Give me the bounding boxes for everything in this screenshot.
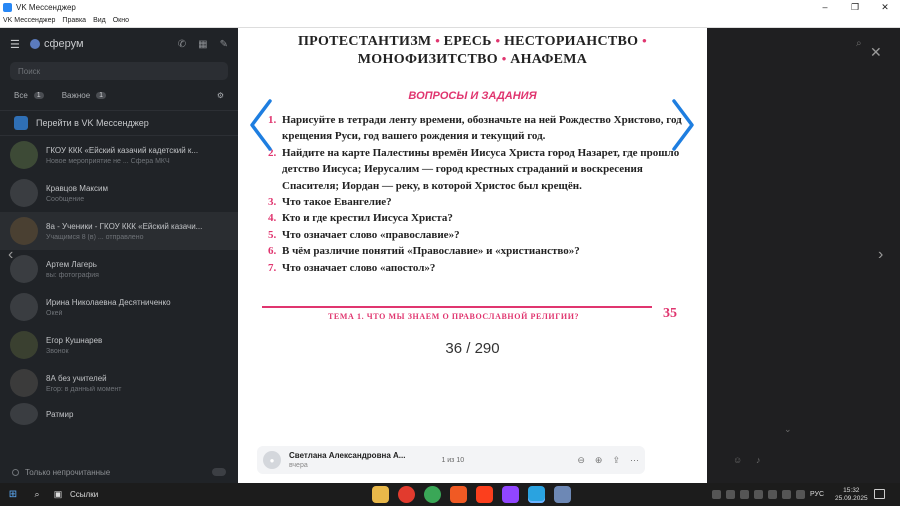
list-item: 5. Что означает слово «православие»? <box>268 228 460 241</box>
questions-list <box>268 112 688 276</box>
chat-preview: вы: фотография <box>46 271 99 279</box>
chat-name: 8А без учителей <box>46 373 107 383</box>
vk-icon <box>14 116 28 130</box>
more-icon[interactable]: ⋯ <box>630 454 639 465</box>
menu-item-app[interactable]: VK Мессенджер <box>3 17 56 24</box>
chat-name: ГКОУ ККК «Ейский казачий кадетский к... <box>46 145 199 155</box>
tray-network-icon[interactable] <box>754 490 763 499</box>
call-icon[interactable]: ✆ <box>177 38 187 50</box>
avatar <box>10 217 38 245</box>
clock-date: 25.09.2025 <box>835 494 868 502</box>
menu-item-edit[interactable]: Правка <box>62 17 87 24</box>
list-item: 4. Кто и где крестил Иисуса Христа? <box>268 212 453 225</box>
chat-preview: Новое мероприятие не ... Сфера МКЧ <box>46 157 170 165</box>
unread-only-toggle[interactable] <box>212 468 226 476</box>
tab-all[interactable]: Все <box>14 90 28 100</box>
vk-messenger-taskbar-icon[interactable] <box>528 486 545 503</box>
clock-time: 15:32 <box>843 486 860 494</box>
term: НЕСТОРИАНСТВО <box>503 34 639 49</box>
chat-area-dimmed <box>707 28 900 483</box>
list-item: 3. Что такое Евангелие? <box>268 196 392 209</box>
sender-name[interactable]: Светлана Александровна А... <box>289 451 406 460</box>
notifications-icon[interactable] <box>874 489 885 499</box>
prev-arrow-icon[interactable]: ‹ <box>8 246 14 263</box>
window-titlebar <box>0 0 900 14</box>
file-explorer-icon[interactable] <box>372 486 389 503</box>
avatar: ● <box>263 451 281 469</box>
twitch-icon[interactable] <box>502 486 519 503</box>
chat-name: Ирина Николаевна Десятниченко <box>46 297 171 307</box>
footer-rule <box>262 306 652 308</box>
language-indicator[interactable]: РУС <box>810 491 825 498</box>
compose-icon[interactable]: ✎ <box>219 38 228 50</box>
attachment-counter: 1 из 10 <box>441 456 465 464</box>
close-window-button[interactable]: ✕ <box>881 1 889 12</box>
next-arrow-icon[interactable]: › <box>878 246 884 263</box>
chat-item[interactable] <box>0 136 238 174</box>
prev-page-icon[interactable] <box>248 98 274 152</box>
start-icon[interactable]: ⊞ <box>8 489 18 500</box>
chat-item[interactable] <box>0 364 238 402</box>
menu-bar <box>0 14 900 28</box>
zoom-out-icon[interactable]: ⊖ <box>577 454 585 465</box>
share-icon[interactable]: ⇪ <box>612 454 620 465</box>
questions-title: ВОПРОСЫ И ЗАДАНИЯ <box>408 90 537 102</box>
unread-only-radio[interactable] <box>12 469 19 476</box>
tab-important-badge: 1 <box>96 92 106 99</box>
system-tray <box>712 483 868 506</box>
search-input[interactable]: Поиск <box>10 62 228 80</box>
close-viewer-icon[interactable]: ✕ <box>870 44 882 60</box>
chat-name: Кравцов Максим <box>46 183 108 193</box>
chat-preview: Егор: в данный момент <box>46 385 122 393</box>
chat-preview: Звонок <box>46 347 69 355</box>
scroll-down-icon[interactable]: ⌄ <box>784 424 792 434</box>
maximize-button[interactable]: ❐ <box>850 1 860 12</box>
brave-icon[interactable] <box>450 486 467 503</box>
chat-item[interactable] <box>0 212 238 250</box>
menu-item-window[interactable]: Окно <box>112 17 130 24</box>
menu-item-view[interactable]: Вид <box>93 17 106 24</box>
chat-sidebar <box>0 28 238 483</box>
hamburger-icon[interactable]: ☰ <box>10 38 20 51</box>
emoji-icon[interactable]: ☺ <box>733 455 743 465</box>
chat-name: Ратмир <box>46 409 74 419</box>
chrome-icon[interactable] <box>424 486 441 503</box>
search-icon[interactable]: ⌕ <box>856 38 862 49</box>
unread-only-label: Только непрочитанные <box>25 467 111 477</box>
attachment-info-bar <box>257 446 645 474</box>
avatar <box>10 141 38 169</box>
tray-app-icon[interactable] <box>712 490 721 499</box>
tray-chrome-icon[interactable] <box>726 490 735 499</box>
list-item: 2. Найдите на карте Палестины времён Иисуса Христа город Назарет, где прошло детство Иисуса; Иерусалим — город крестных страданий и воскресения Спасителя; Иордан — реку, в которой Христос был крещён. <box>268 146 680 192</box>
tray-app-icon[interactable] <box>740 490 749 499</box>
chat-preview: Сообщение <box>46 195 85 203</box>
search-icon[interactable]: ⌕ <box>34 489 40 499</box>
microphone-icon[interactable]: ♪ <box>756 455 761 465</box>
chat-name: Егор Кушнарев <box>46 335 103 345</box>
page-scan <box>238 28 707 338</box>
list-item: 6. В чём различие понятий «Православие» и «христианство»? <box>268 245 580 258</box>
zoom-in-icon[interactable]: ⊕ <box>594 454 603 465</box>
terms-header: ПРОТЕСТАНТИЗМ • ЕРЕСЬ • НЕСТОРИАНСТВО • МОНОФИЗИТСТВО • АНАФЕМА <box>297 33 648 67</box>
avatar <box>10 369 38 397</box>
avatar <box>10 293 38 321</box>
chat-preview: Учащимся 8 (в) ... отправлено <box>46 233 144 241</box>
speaker-icon[interactable] <box>782 490 791 499</box>
calendar-icon[interactable]: ▦ <box>198 38 208 50</box>
avatar <box>10 331 38 359</box>
sferum-logo-icon <box>30 39 40 49</box>
avatar <box>10 255 38 283</box>
taskbar-search-label[interactable]: Ссылки <box>70 490 99 499</box>
brand-name: сферум <box>44 38 84 50</box>
vk-messenger-link[interactable] <box>0 110 238 136</box>
page-counter: 36 / 290 <box>445 340 500 357</box>
document-viewer <box>238 28 707 483</box>
term: ЕРЕСЬ <box>443 34 492 49</box>
list-item: 1. Нарисуйте в тетради ленту времени, обозначьте на ней Рождество Христово, год крещения Руси, год вашего рождения и текущий год. <box>268 114 682 143</box>
tray-app-icon[interactable] <box>768 490 777 499</box>
chat-item[interactable] <box>0 326 238 364</box>
chat-item[interactable] <box>0 250 238 288</box>
clock[interactable] <box>835 487 868 503</box>
minimize-button[interactable]: – <box>822 1 828 12</box>
windows-taskbar <box>0 483 900 506</box>
document-app-icon[interactable] <box>554 486 571 503</box>
term: АНАФЕМА <box>510 52 588 67</box>
sidebar-header <box>0 28 238 60</box>
chat-name: 8а - Ученики - ГКОУ ККК «Ейский казачи... <box>46 221 203 231</box>
yandex-icon[interactable] <box>476 486 493 503</box>
window-title: VK Мессенджер <box>16 2 76 12</box>
chat-item[interactable] <box>0 402 238 426</box>
term: ПРОТЕСТАНТИЗМ <box>297 34 432 49</box>
sidebar-footer <box>0 461 238 483</box>
term: МОНОФИЗИТСТВО <box>357 52 498 67</box>
vk-app-icon <box>3 3 12 12</box>
avatar <box>10 179 38 207</box>
task-view-icon[interactable]: ▣ <box>53 489 63 499</box>
tab-all-badge: 1 <box>34 92 44 99</box>
vk-link-label: Перейти в VK Мессенджер <box>36 118 149 128</box>
battery-icon[interactable] <box>796 490 805 499</box>
yandex-browser-icon[interactable] <box>398 486 415 503</box>
filter-settings-icon[interactable]: ⚙ <box>216 90 224 100</box>
tab-important[interactable]: Важное <box>61 90 91 100</box>
list-item: 7. Что означает слово «апостол»? <box>268 261 436 274</box>
chat-item[interactable] <box>0 174 238 212</box>
next-page-icon[interactable] <box>670 98 696 152</box>
chat-tabs <box>0 84 238 106</box>
chat-name: Артем Лагерь <box>46 259 97 269</box>
book-page-number: 35 <box>663 306 677 321</box>
avatar <box>10 403 38 425</box>
sent-time: вчера <box>289 462 308 469</box>
page-footer-text: ТЕМА 1. ЧТО МЫ ЗНАЕМ О ПРАВОСЛАВНОЙ РЕЛИГИИ? <box>328 312 580 321</box>
chat-item[interactable] <box>0 288 238 326</box>
chat-preview: Окей <box>46 309 63 317</box>
